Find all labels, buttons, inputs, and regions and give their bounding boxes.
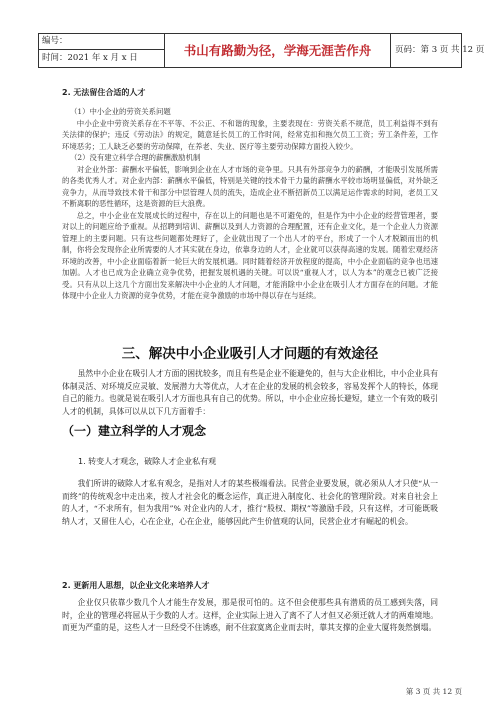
paragraph: 总之，中小企业在发展成长的过程中，存在以上的问题也是不可避免的，但是作为中小企业的经营管理者，要对以上的问题应给予重视。从招聘到培训、薪酬以及到人力资源的合理配置，还有企业文化，是一个企业人力资源管理上的主要问题。只有这些问题都处理好了，企业就出现了一个出人才的平台，形成了一个人才脱颖而出的机制，你将会发现你企业所需要的人才其实就在身边，依靠身边的人才，企业就可以获得高速的发展。随着宏观经济环境的改善，中小企业面临着新一轮巨大的发展机遇。同时随着经济开放程度的提高，中小企业面临的竞争也迅速加剧。人才也已成为企业确立竞争优势，把握发展机遇的关键。可以说“重视人才，以人为本”的观念已被广泛接受。只有从以上这几个方面出发来解决中小企业的人才问题，才能消除中小企业在吸引人才方面存在的问题。才能体现中小企业人力资源的竞争优势，才能在竞争激励的市场中得以存在与延续。 — [62, 210, 438, 300]
header-meta — [39, 34, 165, 67]
point-1-body — [62, 478, 438, 528]
subheading-2: （2）没有建立科学合理的薪酬激励机制 — [70, 153, 201, 162]
section-3-intro — [62, 368, 438, 418]
paragraph: 企业仅只依靠少数几个人才能生存发展，那是很可怕的。这不但会使那些具有潜质的员工感到失落，同时，企业的管理必将屈从于少数的人才。这样，企业实际上进入了离不了人才但又必须迁就人才的两难境地。而更为严重的是，这些人才一旦经受不住诱惑，耐不住寂寞离企业而去时，靠其支撑的企业大厦将轰然倒塌。 — [62, 598, 438, 632]
page-footer: 第 3 页 共 12 页 — [405, 687, 462, 696]
section-3-title: 三、解决中小企业吸引人才问题的有效途径 — [121, 346, 379, 362]
paragraph: 虽然中小企业在吸引人才方面的困扰较多，而且有些是企业不能避免的，但与大企业相比，中小企业具有体制灵活、对环境反应灵敏、发展潜力大等优点，人才在企业的发展的机会较多，容易发挥个人的特长，体现自己的能力。也就是说在吸引人才方面也具有自己的优势。所以，中小企业应扬长避短，建立一个有效的吸引人才的机制，具体可以从以下几方面着手： — [62, 369, 438, 416]
date-label: 时间：2021 年 x 月 x 日 — [42, 53, 138, 63]
page-number-label: 页码：第 3 页 共 12 页 — [395, 45, 485, 55]
doc-number-label: 编号： — [39, 34, 164, 50]
point-2-heading: 2. 更新用人思想，以企业文化来培养人才 — [62, 581, 210, 590]
subsection-title: （一）建立科学的人才观念 — [62, 424, 207, 438]
paragraph: 我们所讲的破除人才私有观念，是指对人才的某些极端看法。民营企业要发展，就必须从人才只使“从一而终”的传统观念中走出来，按人才社会化的概念运作，真正进入制度化、社会化的管理阶段。对来自社会上的人才，“不求所有，但为我用”% 对企业内的人才，推行“股权、期权”等激励手段，只有这样，才可能既吸纳人才，又留住人心，心在企业，心在企业，能够因此产生价值观的认同，民营企业才有崛起的机会。 — [62, 479, 438, 526]
subheading-1: （1）中小企业的劳资关系问题 — [70, 107, 171, 116]
header-table — [38, 33, 485, 68]
paragraph: 中小企业中劳资关系存在不平等、不公正、不和谐的现象，主要表现在：劳资关系不规范，员工利益得不到有关法律的保护；违反《劳动法》的规定，随意延长员工的工作时间，经常克扣和拖欠员工工资；劳工条件差，工作环境恶劣；工人缺乏必要的劳动保障，在养老、失业、医疗等主要劳动保障方面投入较少。 — [62, 118, 438, 151]
paragraph: 对企业外部：薪酬水平偏低，影响到企业在人才市场的竞争里。只具有外部竞争力的薪酬，才能吸引发展所需的各类优秀人才。对企业内部：薪酬水平偏低，特别是关键的技术骨干力量的薪酬水平较市场明显偏低，对外缺乏竞争力，从而导致技术骨干和部分中层管理人员的流失，造成企业不断招新员工以满足运作需求的时间，老员工又不断离职的恶性循环，这是资源的巨大浪费。 — [62, 164, 438, 208]
section-2-body — [62, 106, 438, 302]
point-1-heading: 1. 转变人才观念，破除人才企业私有观 — [78, 457, 217, 466]
point-2-body — [62, 597, 438, 635]
motto: 书山有路勤为径，学海无涯苦作舟 — [165, 34, 391, 67]
heading-2: 2. 无法留住合适的人才 — [62, 88, 146, 97]
